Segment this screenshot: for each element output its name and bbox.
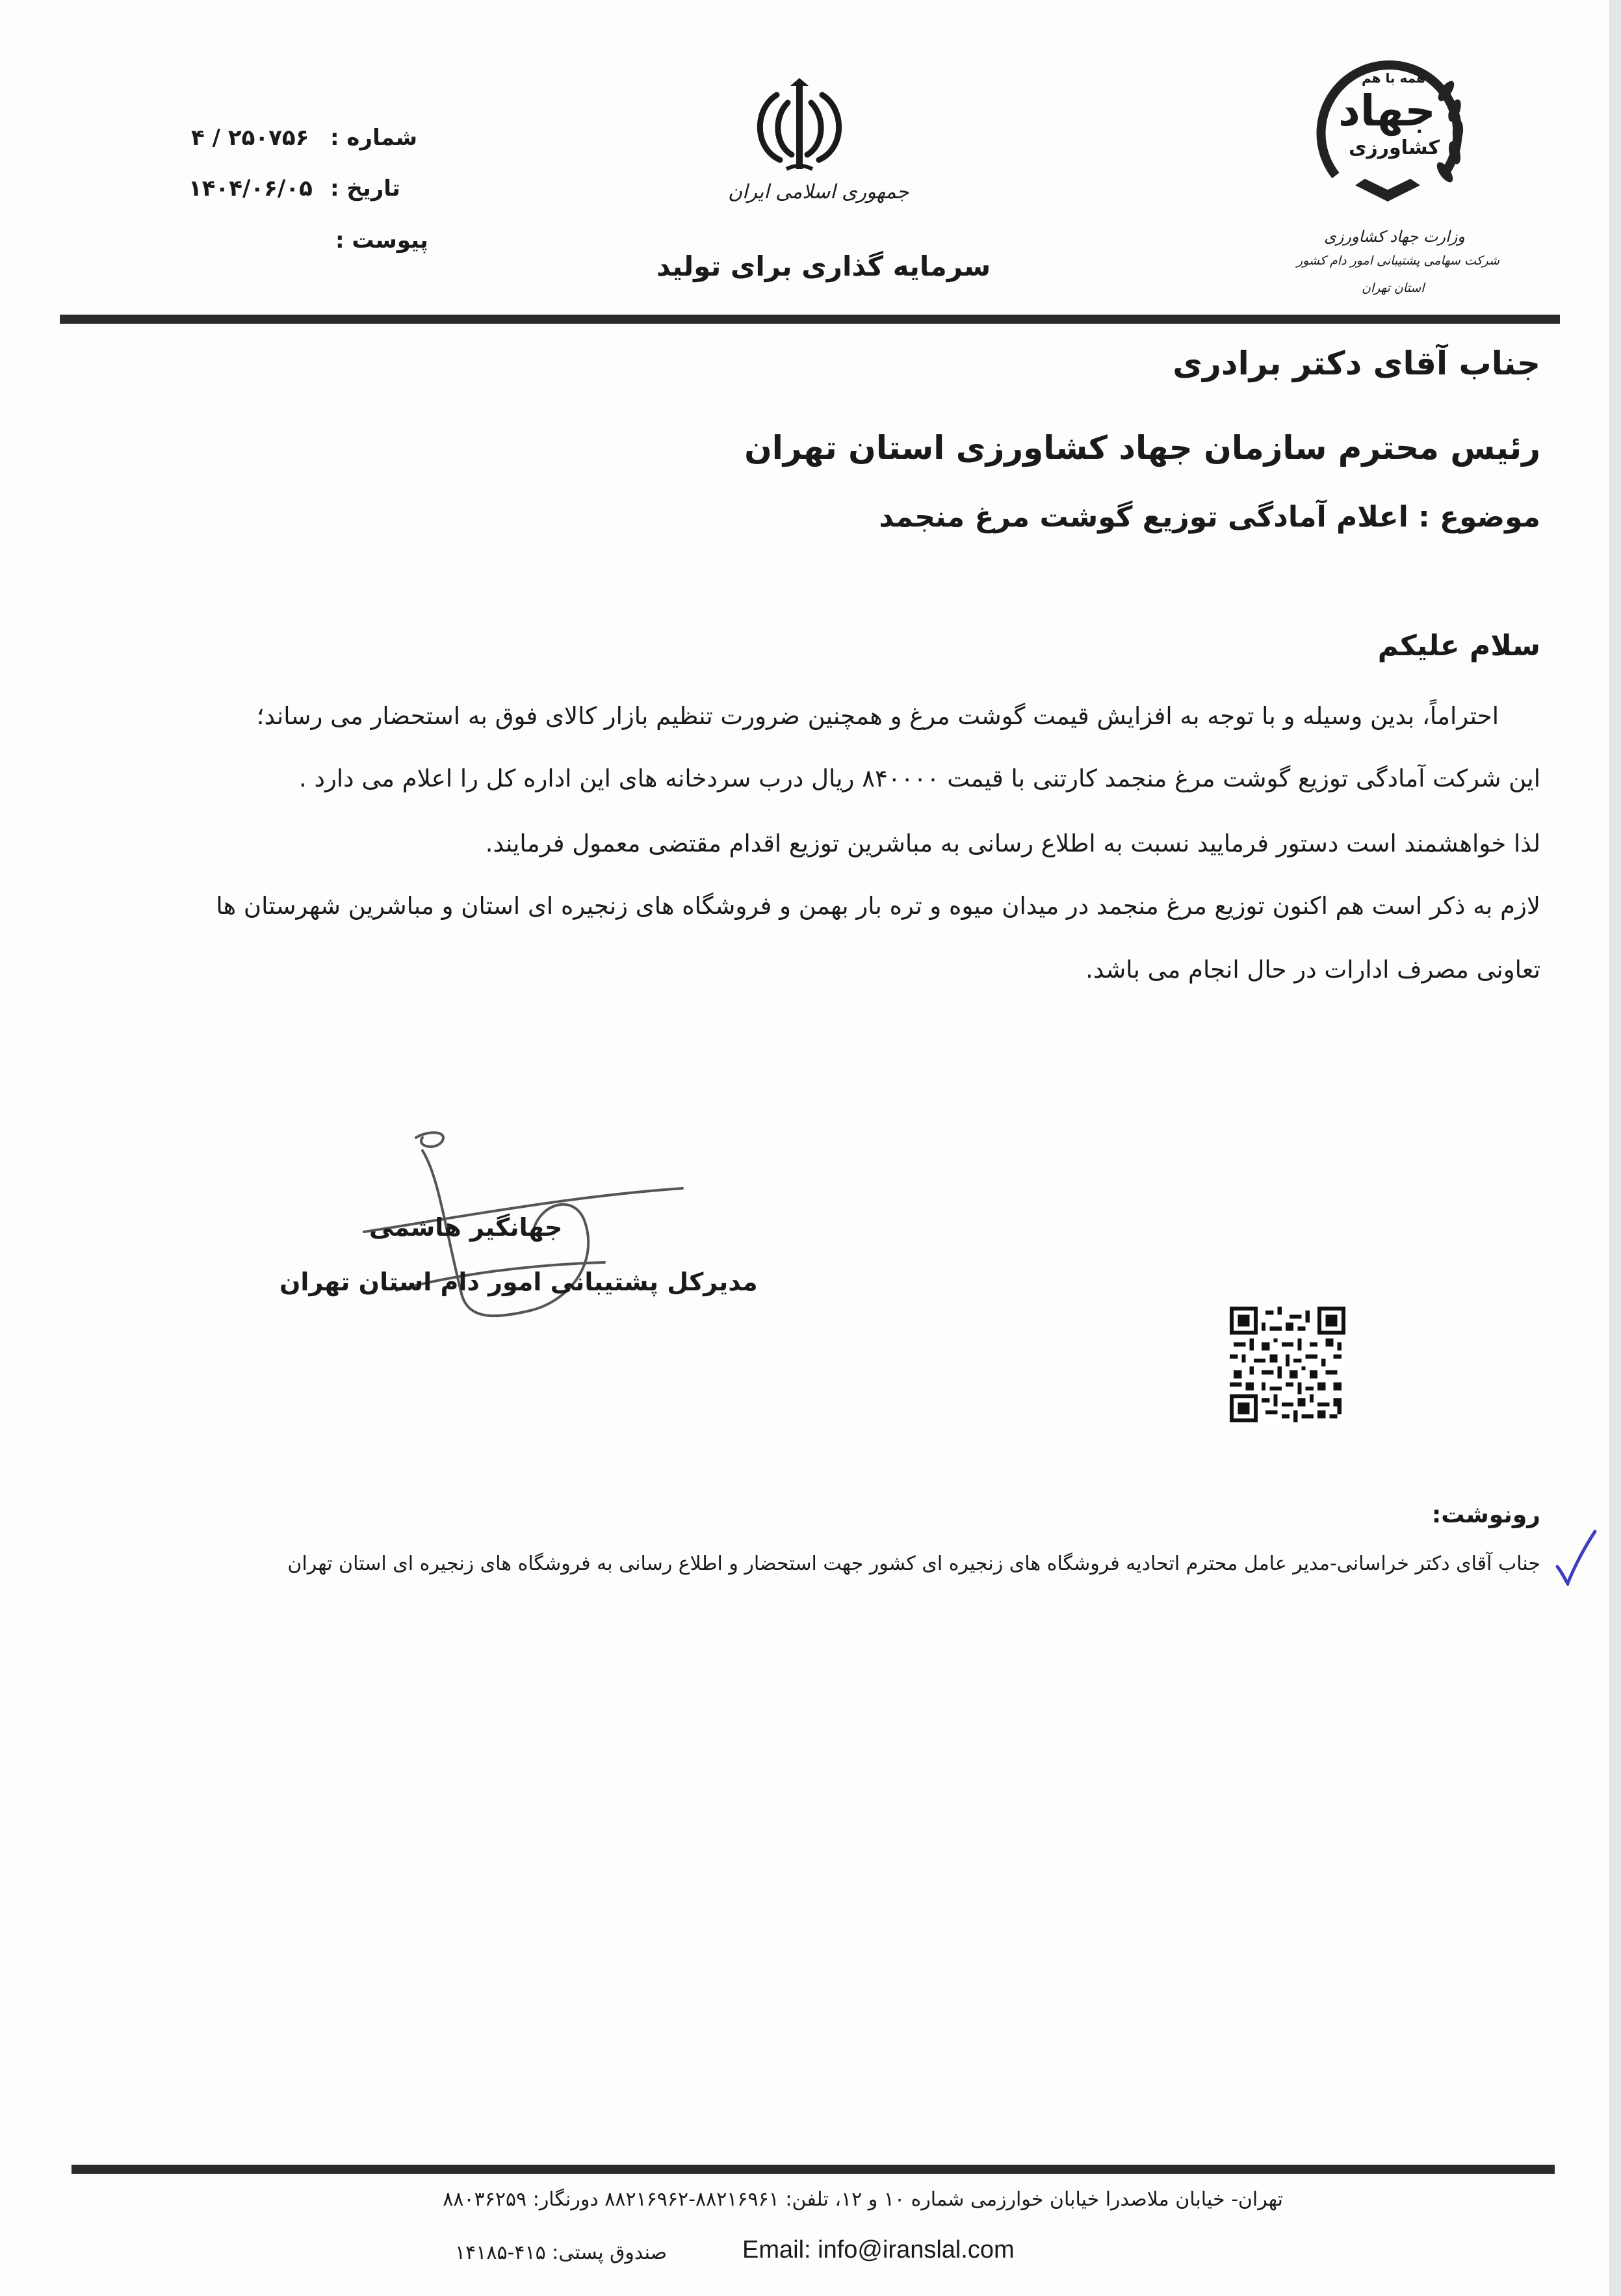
check-mark-icon [1553, 1528, 1599, 1586]
header-divider [60, 315, 1560, 324]
logo-province: استان تهران [1362, 281, 1425, 295]
republic-name: جمهوری اسلامی ایران [728, 181, 909, 203]
body-line-2: این شرکت آمادگی توزیع گوشت مرغ منجمد کارتنی با قیمت ۸۴۰۰۰۰ ریال درب سردخانه های این اداره کل را اعلام می دارد . [298, 764, 1540, 792]
date-value: ۱۴۰۴/۰۶/۰۵ [188, 176, 313, 202]
header-motto: سرمایه گذاری برای تولید [656, 250, 991, 282]
addressee-line1: جناب آقای دکتر برادری [1173, 345, 1540, 382]
cc-recipient-line: جناب آقای دکتر خراسانی-مدیر عامل محترم اتحادیه فروشگاه های زنجیره ای کشور جهت استحضار و اطلاع رسانی به فروشگاه های زنجیره ای استان تهران [287, 1552, 1540, 1575]
footer-address: تهران- خیابان ملاصدرا خیابان خوارزمی شماره ۱۰ و ۱۲، تلفن: ۸۸۲۱۶۹۶۱-۸۸۲۱۶۹۶۲ دورنگار: ۸۸۰۳۶۲۵۹ [443, 2188, 1283, 2211]
cc-label: رونوشت: [1431, 1502, 1540, 1528]
letter-subject: موضوع : اعلام آمادگی توزیع گوشت مرغ منجمد [879, 501, 1540, 534]
logo-sub-word: کشاورزی [1349, 137, 1440, 159]
attachment-label: پیوست : [335, 228, 428, 254]
greeting: سلام علیکم [1377, 629, 1540, 662]
logo-top-slogan: همه با هم [1362, 70, 1425, 86]
footer-postal-box: صندوق پستی: ۴۱۵-۱۴۱۸۵ [455, 2241, 668, 2264]
number-value: ۴ / ۲۵۰۷۵۶ [191, 125, 309, 151]
qr-code [1230, 1307, 1345, 1422]
body-line-1: احتراماً، بدین وسیله و با توجه به افزایش قیمت گوشت مرغ و همچنین ضرورت تنظیم بازار کالای فوق به استحضار می رساند؛ [256, 702, 1499, 730]
body-line-3: لذا خواهشمند است دستور فرمایید نسبت به اطلاع رسانی به مباشرین توزیع اقدام مقتضی معمول فرمایند. [485, 829, 1540, 857]
signatory-name: جهانگیر هاشمی [369, 1213, 563, 1242]
logo-company: شرکت سهامی پشتیبانی امور دام کشور [1297, 254, 1500, 268]
footer-email: Email: info@iranslal.com [742, 2236, 1015, 2263]
jahad-logo [1297, 39, 1500, 312]
date-label: تاریخ : [330, 176, 400, 202]
body-line-4: لازم به ذکر است هم اکنون توزیع مرغ منجمد در میدان میوه و تره بار بهمن و فروشگاه های زنجیره ای استان و مباشرین شهرستان ها [216, 892, 1540, 920]
logo-ministry: وزارت جهاد کشاورزی [1324, 228, 1465, 246]
body-line-5: تعاونی مصرف ادارات در حال انجام می باشد. [1085, 956, 1540, 984]
addressee-line2: رئیس محترم سازمان جهاد کشاورزی استان تهران [744, 429, 1540, 467]
iran-emblem [741, 77, 858, 181]
footer-divider [71, 2165, 1555, 2174]
signatory-title: مدیرکل پشتیبانی امور دام استان تهران [279, 1268, 758, 1296]
number-label: شماره : [330, 125, 418, 151]
scan-edge [1609, 0, 1621, 2296]
logo-main-word: جهاد [1338, 86, 1436, 136]
iran-emblem-icon [741, 77, 858, 181]
